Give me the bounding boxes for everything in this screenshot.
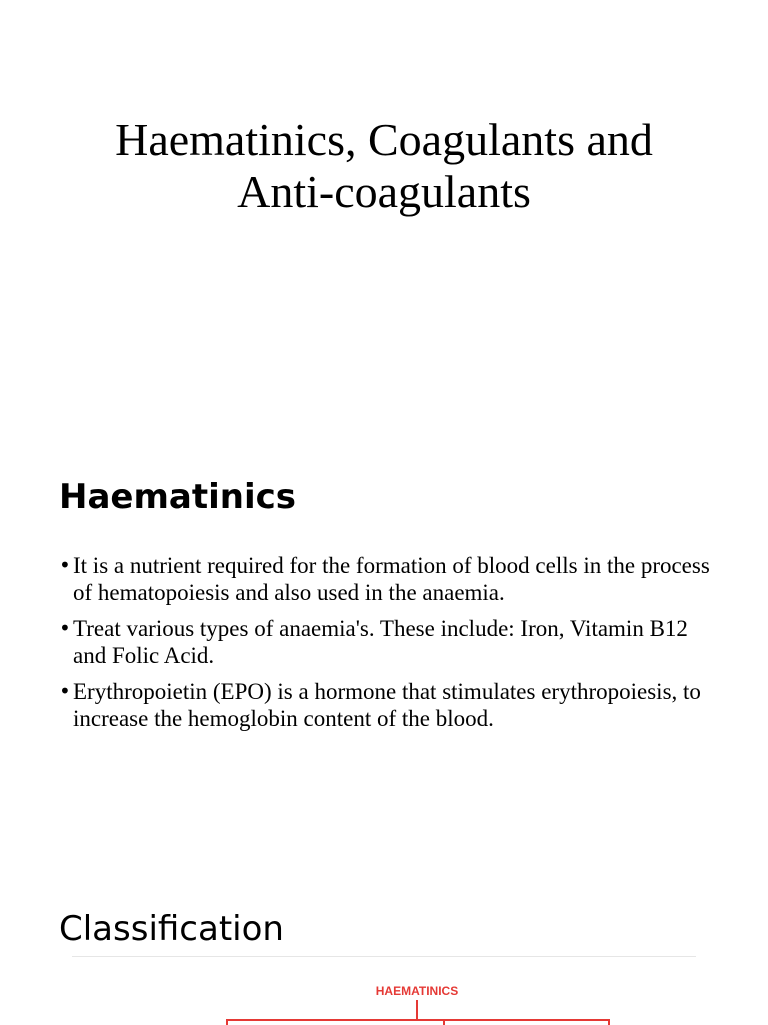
haematinics-bullet-list bbox=[59, 552, 719, 741]
bullet-item bbox=[59, 552, 719, 606]
classification-diagram-svg bbox=[72, 957, 696, 1025]
bullet-text: Erythropoietin (EPO) is a hormone that stimulates erythropoiesis, to increase the hemoglobin content of the blood. bbox=[73, 679, 701, 731]
bullet-text: It is a nutrient required for the formation of blood cells in the process of hematopoiesis and also used in the anaemia. bbox=[73, 553, 710, 605]
presentation-title bbox=[0, 114, 768, 218]
bullet-text: Treat various types of anaemia's. These include: Iron, Vitamin B12 and Folic Acid. bbox=[73, 616, 688, 668]
diagram-root-label: HAEMATINICS bbox=[375, 984, 459, 998]
classification-diagram bbox=[72, 956, 696, 1025]
diagram-branch-line bbox=[227, 1020, 609, 1025]
haematinics-heading: Haematinics bbox=[59, 477, 296, 517]
classification-heading: Classification bbox=[59, 909, 284, 949]
title-line-1: Haematinics, Coagulants and bbox=[115, 114, 653, 165]
classification-slide bbox=[0, 864, 768, 1024]
title-line-2: Anti-coagulants bbox=[237, 166, 531, 217]
bullet-dot-icon: • bbox=[59, 616, 71, 640]
title-slide bbox=[0, 0, 768, 432]
bullet-item bbox=[59, 615, 719, 669]
bullet-dot-icon: • bbox=[59, 553, 71, 577]
bullet-item bbox=[59, 678, 719, 732]
haematinics-slide bbox=[0, 432, 768, 864]
bullet-dot-icon: • bbox=[59, 679, 71, 703]
